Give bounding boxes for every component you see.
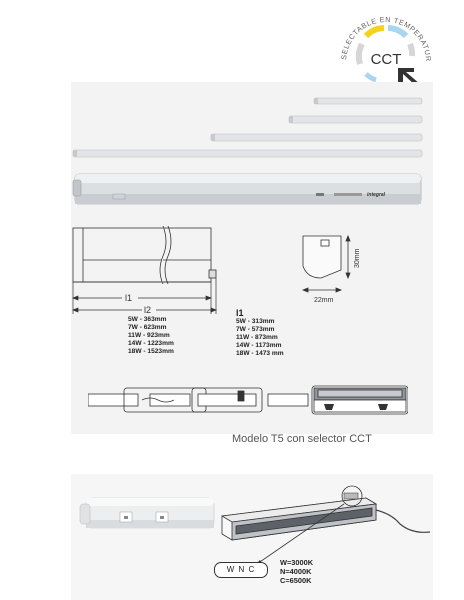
lamp-18w: [73, 174, 421, 204]
lamp-14w: [73, 150, 422, 157]
connection-diagram: [88, 382, 408, 418]
lamp-5w: [314, 98, 422, 104]
wnc-switch: [214, 562, 268, 578]
l2-dimension-label: l2: [144, 305, 152, 315]
l2-list-item: 5W - 363mm: [128, 316, 167, 323]
l2-length-list: [128, 316, 218, 356]
l2-list-item: 14W - 1223mm: [128, 340, 174, 347]
temp-item-warm: W=3000K: [280, 558, 314, 567]
badge-arc-gray-right: [410, 44, 412, 56]
lamp-set: [71, 94, 433, 214]
cct-badge: [336, 4, 436, 86]
temp-item-neutral: N=4000K: [280, 567, 312, 576]
lamp-7w: [289, 116, 422, 123]
l1-list-item: 18W - 1473 mm: [236, 350, 284, 357]
badge-arc-gray-left: [359, 44, 362, 64]
badge-center-label: CCT: [370, 51, 402, 68]
badge-arc-blue-small: [366, 74, 376, 80]
temperature-list: [280, 558, 350, 585]
l1-list-item: 14W - 1173mm: [236, 342, 282, 349]
temp-item-cool: C=6500K: [280, 576, 312, 585]
wnc-switch-label: W N C: [226, 565, 256, 574]
badge-arc-yellow: [366, 28, 384, 36]
end-view: [303, 236, 350, 292]
l2-list-item: 11W - 923mm: [128, 332, 170, 339]
badge-arc-blue: [388, 28, 406, 36]
lamp-detail: [76, 486, 216, 546]
l1-list-item: 7W - 573mm: [236, 326, 275, 333]
side-view: [73, 226, 216, 284]
l1-list-heading: l1: [236, 308, 244, 318]
l1-dimension-label: l1: [125, 293, 133, 303]
l2-list-item: 18W - 1523mm: [128, 348, 174, 355]
cct-badge-graphic: [336, 4, 436, 86]
lamp-11w: [211, 134, 422, 141]
l1-list-item: 5W - 313mm: [236, 318, 275, 325]
badge-ring-text: SELECTABLE EN TEMPERATUR: [339, 14, 434, 63]
l2-list-item: 7W - 623mm: [128, 324, 167, 331]
l1-length-list: [236, 309, 326, 358]
width-dimension-label: 22mm: [314, 297, 334, 304]
model-caption: Modelo T5 con selector CCT: [232, 433, 372, 445]
height-dimension-label: 30mm: [354, 248, 361, 268]
l1-list-item: 11W - 873mm: [236, 334, 278, 341]
lamp-brand-label: integral: [367, 192, 386, 198]
